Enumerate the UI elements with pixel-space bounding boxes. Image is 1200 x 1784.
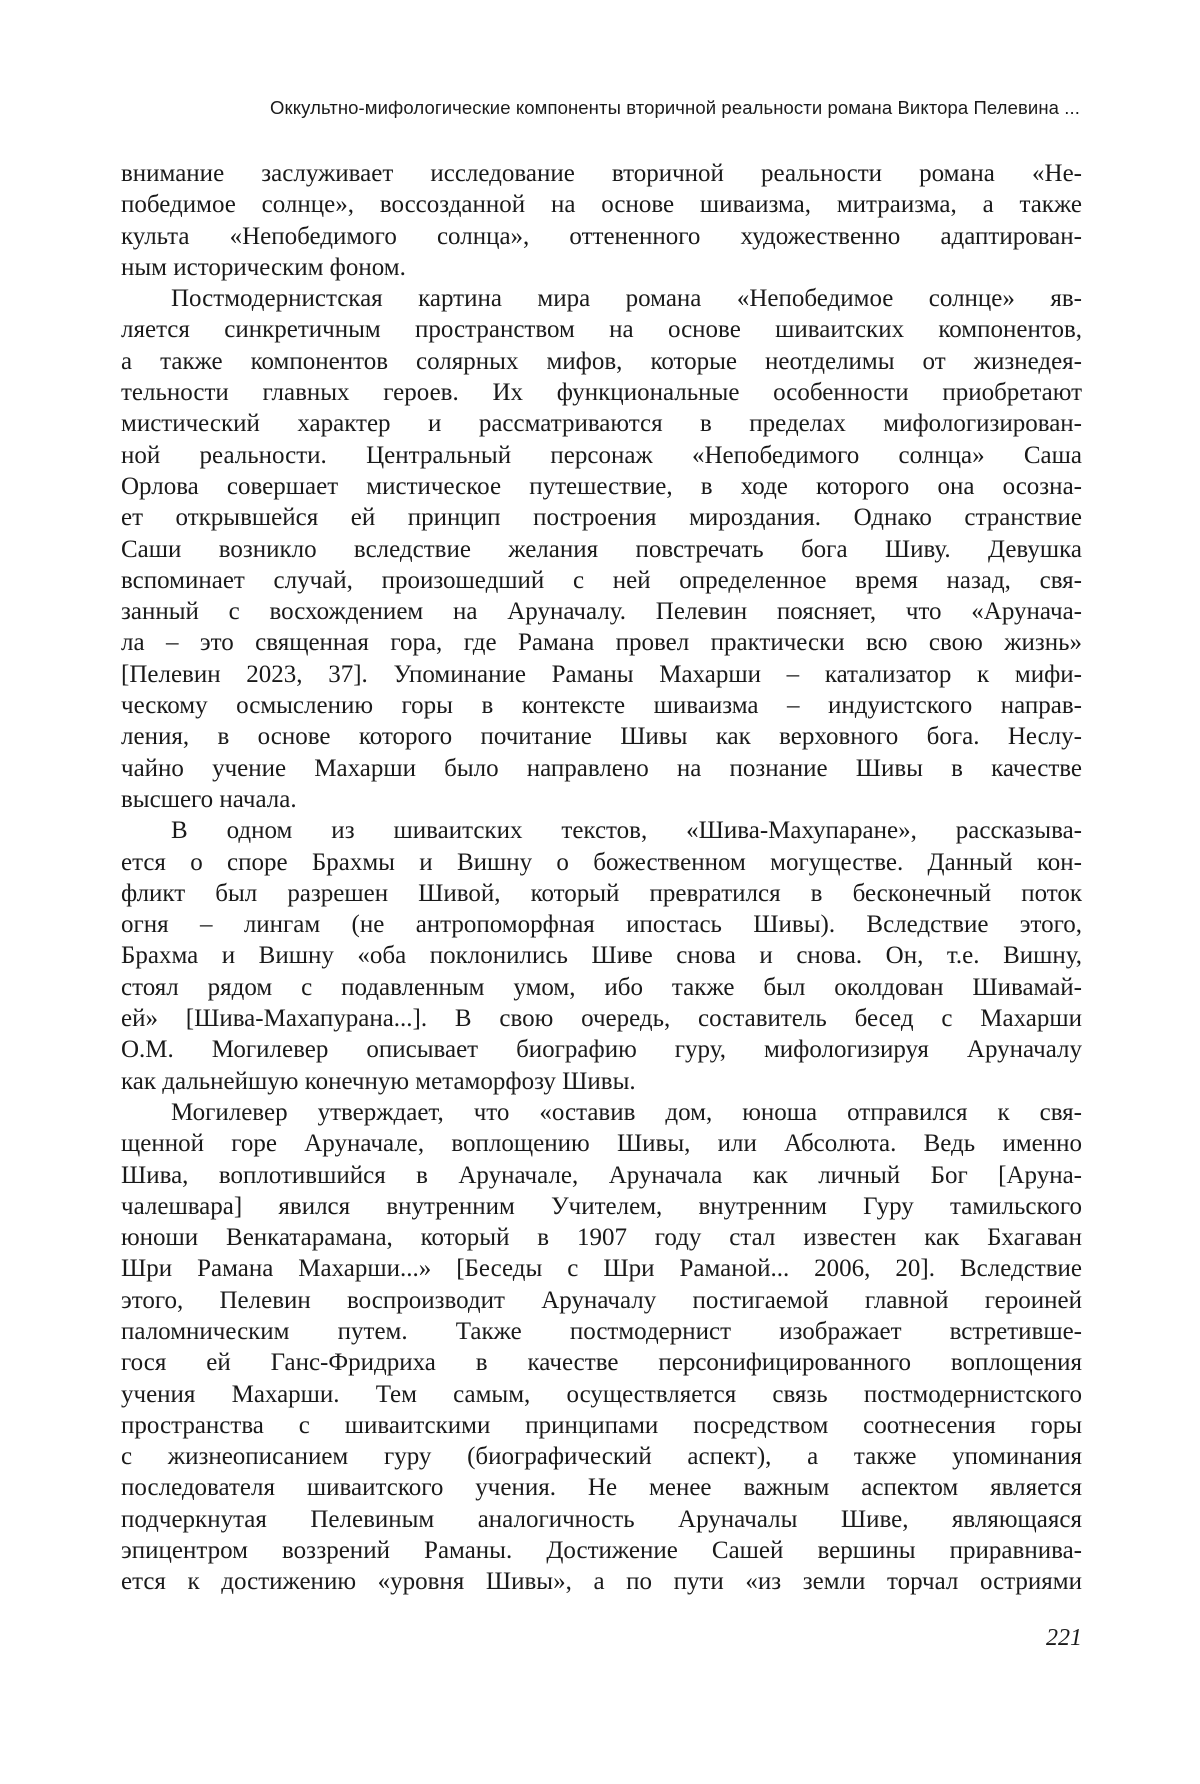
text-line: Саши возникло вследствие желания повстречать бога Шиву. Девушка: [121, 535, 1082, 563]
text-line: учения Махарши. Тем самым, осуществляется связь постмодернистского: [121, 1380, 1082, 1408]
text-line: Орлова совершает мистическое путешествие, в ходе которого она осозна-: [121, 472, 1082, 500]
text-line: гося ей Ганс-Фридриха в качестве персонифицированного воплощения: [121, 1349, 1082, 1377]
text-line: В одном из шиваитских текстов, «Шива-Махупаране», рассказыва-: [171, 817, 1082, 845]
text-line: ным историческим фоном.: [121, 253, 406, 281]
text-line: О.М. Могилевер описывает биографию гуру, мифологизируя Аруначалу: [121, 1036, 1082, 1064]
running-header: Оккультно-мифологические компоненты вторичной реальности романа Виктора Пелевина ...: [270, 97, 1080, 118]
text-line: мистический характер и рассматриваются в пределах мифологизирован-: [121, 410, 1082, 438]
text-line: ет открывшейся ей принцип построения мироздания. Однако странствие: [121, 504, 1082, 532]
page-number: 221: [1046, 1625, 1082, 1651]
text-line: тельности главных героев. Их функциональные особенности приобретают: [121, 379, 1082, 407]
text-line: ления, в основе которого почитание Шивы как верховного бога. Неслу-: [121, 723, 1082, 751]
text-line: внимание заслуживает исследование вторичной реальности романа «Не-: [121, 160, 1082, 187]
text-line: этого, Пелевин воспроизводит Аруначалу постигаемой главной героиней: [121, 1286, 1082, 1314]
text-line: Шри Рамана Махарши...» [Беседы с Шри Раманой... 2006, 20]. Вследствие: [121, 1255, 1082, 1283]
text-line: чалешвара] явился внутренним Учителем, внутренним Гуру тамильского: [121, 1192, 1082, 1220]
text-line: ей» [Шива-Махапурана...]. В свою очередь, составитель бесед с Махарши: [121, 1005, 1082, 1033]
text-line: [Пелевин 2023, 37]. Упоминание Раманы Махарши – катализатор к мифи-: [121, 660, 1082, 688]
text-line: стоял рядом с подавленным умом, ибо также был околдован Шивамай-: [121, 973, 1082, 1001]
text-line: чайно учение Махарши было направлено на познание Шивы в качестве: [121, 754, 1082, 782]
text-line: победимое солнце», воссозданной на основе шиваизма, митраизма, а также: [121, 191, 1082, 219]
text-line: занный с восхождением на Аруначалу. Пелевин поясняет, что «Аруначa-: [121, 598, 1082, 626]
text-line: паломническим путем. Также постмодернист изображает встретивше-: [121, 1317, 1082, 1345]
text-line: юноши Венкатарамана, который в 1907 году стал известен как Бхагаван: [121, 1224, 1082, 1252]
text-line: последователя шиваитского учения. Не менее важным аспектом является: [121, 1474, 1082, 1502]
text-line: огня – лингам (не антропоморфная ипостась Шивы). Вследствие этого,: [121, 911, 1082, 939]
text-line: ческому осмыслению горы в контексте шиваизма – индуистского направ-: [121, 692, 1082, 720]
text-line: эпицентром воззрений Раманы. Достижение Сашей вершины приравнива-: [121, 1537, 1082, 1565]
text-line: ется о споре Брахмы и Вишну о божественном могуществе. Данный кон-: [121, 848, 1082, 876]
text-line: а также компонентов солярных мифов, которые неотделимы от жизнедея-: [121, 347, 1082, 375]
text-line: ется к достижению «уровня Шивы», а по пути «из земли торчал остриями: [121, 1568, 1082, 1596]
text-line: щенной горе Аруначале, воплощению Шивы, или Абсолюта. Ведь именно: [121, 1130, 1082, 1158]
text-line: Могилевер утверждает, что «оставив дом, юноша отправился к свя-: [171, 1098, 1082, 1126]
text-line: ла – это священная гора, где Рамана провел практически всю свою жизнь»: [121, 629, 1082, 657]
text-line: пространства с шиваитскими принципами посредством соотнесения горы: [121, 1411, 1082, 1439]
text-line: ляется синкретичным пространством на основе шиваитских компонентов,: [121, 316, 1082, 344]
text-line: культа «Непобедимого солнца», оттененного художественно адаптирован-: [121, 222, 1082, 250]
text-line: как дальнейшую конечную метаморфозу Шивы.: [121, 1067, 636, 1095]
text-line: Брахма и Вишну «оба поклонились Шиве снова и снова. Он, т.е. Вишну,: [121, 942, 1082, 970]
text-line: фликт был разрешен Шивой, который превратился в бесконечный поток: [121, 879, 1082, 907]
text-line: вспоминает случай, произошедший с ней определенное время назад, свя-: [121, 566, 1082, 594]
text-line: Постмодернистская картина мира романа «Непобедимое солнце» яв-: [171, 285, 1082, 313]
body-text: [121, 158, 1082, 1598]
text-line: подчеркнутая Пелевиным аналогичность Аруначалы Шиве, являющаяся: [121, 1505, 1082, 1533]
text-line: высшего начала.: [121, 785, 297, 813]
text-line: Шива, воплотившийся в Аруначале, Аруначала как личный Бог [Аруна-: [121, 1161, 1082, 1189]
text-line: ной реальности. Центральный персонаж «Непобедимого солнца» Саша: [121, 441, 1082, 469]
text-line: с жизнеописанием гуру (биографический аспект), а также упоминания: [121, 1443, 1082, 1471]
